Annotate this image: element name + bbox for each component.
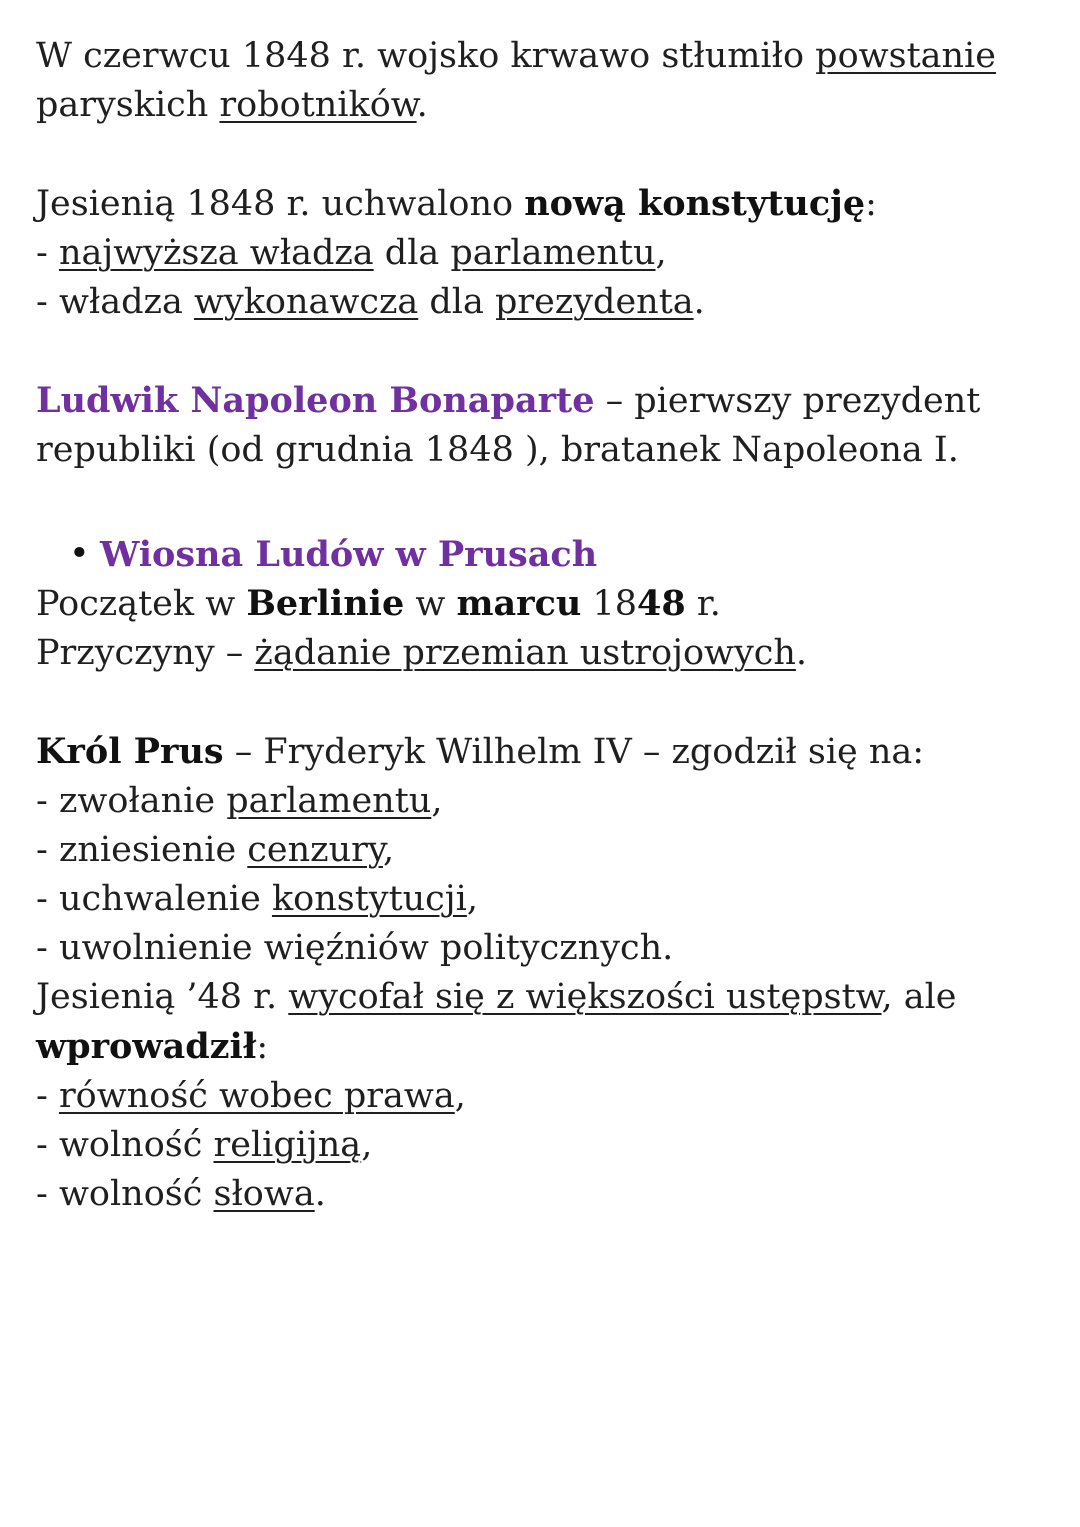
list-item-executive-power: [36, 278, 1046, 327]
bold-term: Król Prus: [36, 731, 224, 772]
bullet-icon: •: [69, 534, 90, 574]
text: Jesienią ’48 r.: [36, 977, 289, 1017]
bold-term: nową konstytucję: [524, 183, 866, 224]
underlined-term: żądanie przemian ustrojowych: [254, 633, 796, 673]
text: ,: [361, 1125, 373, 1165]
text: ,: [431, 781, 443, 821]
bold-term: wprowadził: [36, 1026, 257, 1067]
underlined-term: najwyższa władza: [58, 233, 374, 273]
text: w: [404, 584, 457, 624]
text: Przyczyny –: [36, 633, 255, 673]
spacer: [36, 327, 1046, 376]
section-heading: [36, 530, 1046, 579]
underlined-term: słowa: [213, 1174, 315, 1214]
text: :: [256, 1027, 269, 1067]
text: - władza: [36, 282, 194, 322]
underlined-term: parlamentu: [226, 781, 432, 821]
spacer: [36, 475, 1046, 524]
paragraph-king-line-1: [36, 727, 1046, 777]
paragraph-autumn-48: [36, 973, 1046, 1022]
text: Początek w: [36, 584, 247, 624]
text: .: [795, 633, 808, 673]
text: dla: [373, 233, 451, 273]
paragraph-bonaparte-line-1: [36, 376, 1046, 426]
text: -: [36, 233, 59, 273]
bold-term: marcu: [456, 583, 582, 624]
underlined-term: równość wobec prawa: [58, 1076, 455, 1116]
text: – pierwszy prezydent: [594, 381, 981, 421]
text: paryskich: [36, 85, 220, 125]
text: .: [693, 282, 705, 322]
underlined-term: robotników: [219, 85, 417, 125]
paragraph-berlin-start: [36, 579, 1046, 629]
text: ,: [383, 830, 395, 870]
text: .: [416, 85, 428, 125]
text: .: [314, 1174, 326, 1214]
paragraph-june-1848-line-2: [36, 81, 1046, 130]
text: 18: [581, 584, 638, 624]
text: W czerwcu 1848 r. wojsko krwawo stłumiło: [36, 36, 816, 76]
paragraph-causes: [36, 629, 1046, 678]
paragraph-introduced: [36, 1022, 1046, 1072]
text: , ale: [881, 977, 957, 1017]
paragraph-june-1848-line-1: [36, 32, 1046, 81]
spacer: [36, 678, 1046, 727]
underlined-term: religijną: [213, 1125, 362, 1165]
bold-term: Berlinie: [246, 583, 405, 624]
section-title: Wiosna Ludów w Prusach: [100, 534, 598, 575]
paragraph-constitution-line-1: [36, 179, 1046, 229]
underlined-term: prezydenta: [494, 282, 694, 322]
underlined-term: cenzury: [247, 830, 383, 870]
purple-name: Ludwik Napoleon Bonaparte: [36, 380, 595, 421]
paragraph-bonaparte-line-2: republiki (od grudnia 1848 ), bratanek Napoleona I.: [36, 430, 959, 470]
text: - uchwalenie: [36, 879, 272, 919]
bold-term: 48: [637, 583, 686, 624]
list-item-equality: [36, 1072, 1046, 1121]
text: - zniesienie: [36, 830, 248, 870]
text: -: [36, 1076, 59, 1116]
list-item-free-speech: [36, 1170, 1046, 1219]
text: ,: [454, 1076, 466, 1116]
text: - wolność: [36, 1125, 214, 1165]
underlined-term: wycofał się z większości ustępstw: [288, 977, 882, 1017]
document-page: [36, 32, 1046, 1219]
list-item-parliament: [36, 777, 1046, 826]
underlined-term: wykonawcza: [193, 282, 419, 322]
list-item-prisoners: - uwolnienie więźniów politycznych.: [36, 928, 674, 968]
underlined-term: powstanie: [815, 36, 996, 76]
list-item-censorship: [36, 826, 1046, 875]
text: - zwołanie: [36, 781, 227, 821]
spacer: [36, 130, 1046, 179]
list-item-parliament-power: [36, 229, 1046, 278]
text: dla: [418, 282, 495, 322]
text: ,: [655, 233, 667, 273]
text: :: [865, 184, 877, 224]
text: - wolność: [36, 1174, 214, 1214]
list-item-religious-freedom: [36, 1121, 1046, 1170]
text: – Fryderyk Wilhelm IV – zgodził się na:: [223, 732, 925, 772]
underlined-term: parlamentu: [450, 233, 656, 273]
text: ,: [466, 879, 478, 919]
text: Jesienią 1848 r. uchwalono: [36, 184, 525, 224]
list-item-constitution: [36, 875, 1046, 924]
text: r.: [685, 584, 721, 624]
underlined-term: konstytucji: [271, 879, 467, 919]
